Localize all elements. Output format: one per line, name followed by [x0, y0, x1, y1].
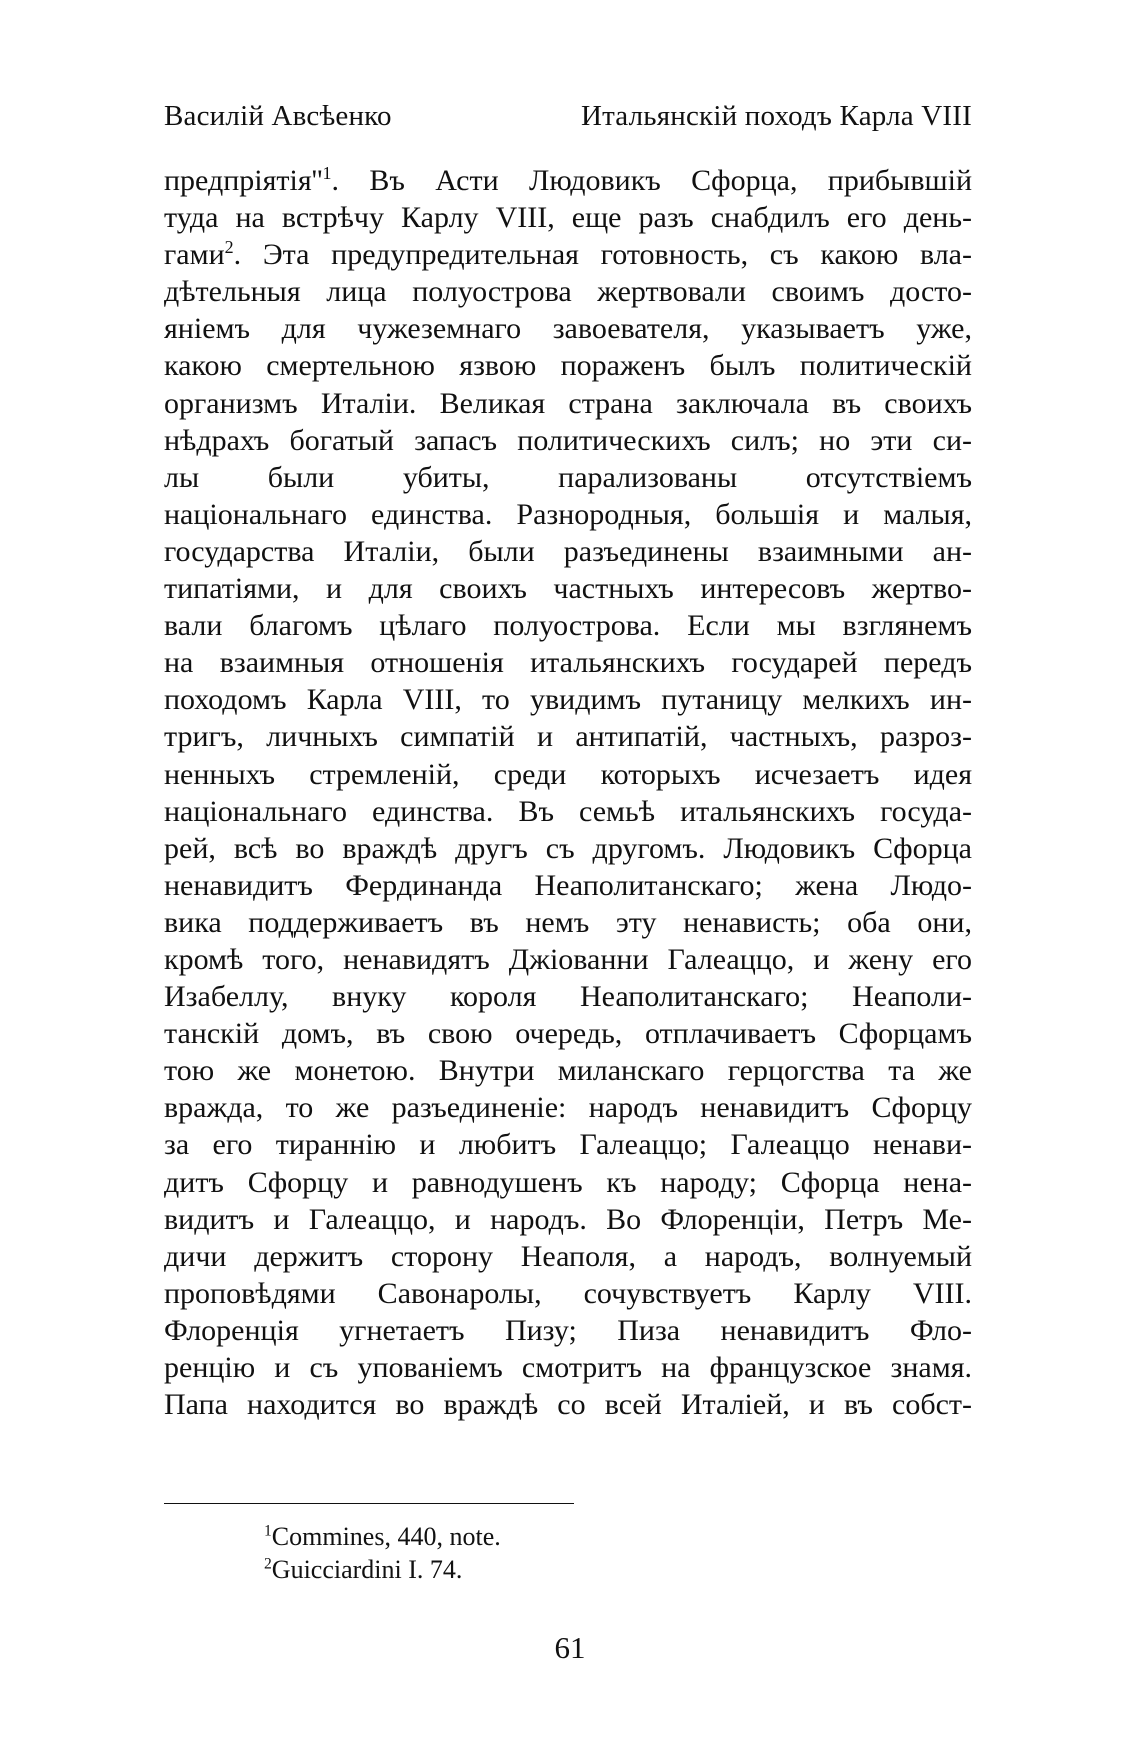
- text-segment: ренцію и съ упованіемъ смотритъ на французское знамя.: [164, 1351, 972, 1384]
- header-title: Итальянскій походъ Карла VIII: [580, 100, 972, 132]
- text-segment: какою смертельною язвою пораженъ былъ политическій: [164, 349, 972, 383]
- text-segment: туда на встрѣчу Карлу VIII, еще разъ снабдилъ его день-: [164, 201, 972, 235]
- text-line: [164, 273, 972, 310]
- footnote: [264, 1553, 501, 1586]
- text-line: [164, 1312, 972, 1349]
- text-segment: проповѣдями Савонаролы, сочувствуетъ Карлу VIII.: [164, 1276, 972, 1310]
- text-segment: гами: [164, 238, 225, 272]
- text-segment: организмъ Италіи. Великая страна заключала въ своихъ: [164, 386, 972, 420]
- text-line: [164, 1052, 972, 1089]
- text-segment: нѣдрахъ богатый запасъ политическихъ силъ; но эти си-: [164, 423, 972, 457]
- text-segment: лы были убиты, парализованы отсутствіемъ: [164, 460, 972, 494]
- text-line: [164, 347, 972, 384]
- text-line: [164, 644, 972, 681]
- footnote-reference: 1: [322, 163, 332, 183]
- text-line: [164, 1126, 972, 1163]
- text-line: [164, 496, 972, 533]
- text-line: [164, 793, 972, 830]
- text-line: [164, 1164, 972, 1201]
- text-segment: походомъ Карла VIII, то увидимъ путаницу мелкихъ ин-: [164, 683, 972, 717]
- text-line: [164, 1089, 972, 1126]
- text-segment: Изабеллу, внуку короля Неаполитанскаго; Неаполи-: [164, 980, 972, 1014]
- footnote-mark: 2: [264, 1555, 272, 1573]
- text-segment: государства Италіи, были разъединены взаимными ан-: [164, 534, 972, 568]
- text-line: [164, 941, 972, 978]
- text-line: [164, 422, 972, 459]
- footnote-mark: 1: [264, 1522, 272, 1540]
- text-line: [164, 1386, 972, 1423]
- text-line: [164, 385, 972, 422]
- footnote-text: Guicciardini I. 74.: [271, 1555, 463, 1584]
- text-line: [164, 1015, 972, 1052]
- text-line: [164, 1349, 972, 1386]
- text-line: [164, 867, 972, 904]
- text-segment: Папа находится во враждѣ со всей Италіей, и въ собст-: [164, 1388, 972, 1422]
- text-segment: видитъ и Галеаццо, и народъ. Во Флоренціи, Петръ Ме-: [164, 1202, 972, 1236]
- text-line: [164, 904, 972, 941]
- text-segment: ненавидитъ Фердинанда Неаполитанскаго; жена Людо-: [164, 868, 972, 902]
- text-segment: танскій домъ, въ свою очередь, отплачиваетъ Сфорцамъ: [164, 1017, 972, 1051]
- text-segment: дѣтельныя лица полуострова жертвовали своимъ досто-: [164, 275, 972, 309]
- text-segment: . Въ Асти Людовикъ Сфорца, прибывшій: [331, 164, 972, 197]
- text-line: [164, 681, 972, 718]
- footnotes: [264, 1520, 501, 1586]
- text-segment: за его тираннію и любитъ Галеаццо; Галеаццо ненави-: [164, 1128, 972, 1162]
- text-segment: ненныхъ стремленій, среди которыхъ исчезаетъ идея: [164, 757, 972, 791]
- text-segment: предпріятія'': [164, 164, 323, 197]
- text-segment: тою же монетою. Внутри миланскаго герцогства та же: [164, 1054, 972, 1088]
- text-segment: національнаго единства. Въ семьѣ итальянскихъ госуда-: [164, 794, 972, 828]
- text-segment: Флоренція угнетаетъ Пизу; Пиза ненавидитъ Фло-: [164, 1313, 972, 1347]
- text-segment: кромѣ того, ненавидятъ Джіованни Галеаццо, и жену его: [164, 942, 972, 976]
- text-line: [164, 459, 972, 496]
- text-line: [164, 199, 972, 236]
- text-line: [164, 1275, 972, 1312]
- header-author: Василій Авсѣенко: [164, 100, 392, 132]
- text-segment: національнаго единства. Разнородныя, большія и малыя,: [164, 497, 972, 531]
- text-line: [164, 310, 972, 347]
- text-segment: на взаимныя отношенія итальянскихъ государей передъ: [164, 646, 972, 680]
- text-line: [164, 756, 972, 793]
- body-text: [164, 162, 972, 1423]
- footnote-rule: [164, 1503, 574, 1504]
- running-header: [164, 100, 972, 140]
- footnote-reference: 2: [224, 237, 234, 258]
- text-segment: типатіями, и для своихъ частныхъ интересовъ жертво-: [164, 572, 972, 606]
- text-line: [164, 162, 972, 199]
- text-segment: . Эта предупредительная готовность, съ какою вла-: [233, 238, 972, 272]
- text-segment: вражда, то же разъединеніе: народъ ненавидитъ Сфорцу: [164, 1091, 972, 1125]
- text-line: [164, 830, 972, 867]
- text-line: [164, 1201, 972, 1238]
- text-line: [164, 1238, 972, 1275]
- text-segment: дичи держитъ сторону Неаполя, а народъ, волнуемый: [164, 1239, 972, 1273]
- text-segment: тригъ, личныхъ симпатій и антипатій, частныхъ, разроз-: [164, 720, 972, 754]
- text-line: [164, 236, 972, 273]
- text-line: [164, 533, 972, 570]
- text-segment: вали благомъ цѣлаго полуострова. Если мы взглянемъ: [164, 609, 972, 643]
- text-line: [164, 570, 972, 607]
- text-segment: дитъ Сфорцу и равнодушенъ къ народу; Сфорца нена-: [164, 1165, 972, 1199]
- text-segment: вика поддерживаетъ въ немъ эту ненависть; оба они,: [164, 905, 972, 939]
- footnote-text: Commines, 440, note.: [271, 1522, 501, 1551]
- text-segment: рей, всѣ во враждѣ другъ съ другомъ. Людовикъ Сфорца: [164, 831, 972, 865]
- text-segment: яніемъ для чужеземнаго завоевателя, указываетъ уже,: [164, 312, 972, 346]
- text-line: [164, 718, 972, 755]
- text-line: [164, 978, 972, 1015]
- text-line: [164, 607, 972, 644]
- page-number: 61: [554, 1630, 586, 1665]
- footnote: [264, 1520, 501, 1553]
